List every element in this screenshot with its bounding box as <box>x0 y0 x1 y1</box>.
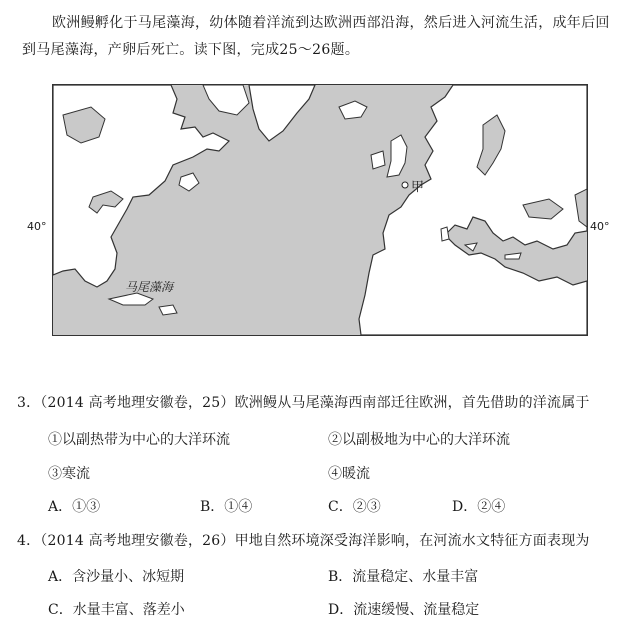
baffin-island <box>203 85 249 115</box>
hispaniola-island <box>159 305 177 315</box>
cuba-island <box>109 293 153 305</box>
crete-island <box>505 253 521 259</box>
question-3-option-a[interactable]: A．①③ <box>48 499 101 515</box>
question-3-option-d[interactable]: D．②④ <box>452 499 506 515</box>
question-4-option-c[interactable]: C．水量丰富、落差小 <box>48 602 185 618</box>
question-4-option-b[interactable]: B．流量稳定、水量丰富 <box>328 569 479 585</box>
latitude-label-right: 40° <box>590 220 610 233</box>
newfoundland-island <box>179 173 199 191</box>
question-3-stem: 3．（2014 高考地理安徽卷，25）欧洲鳗从马尾藻海西南部迁往欧洲，首先借助的洋流属于 <box>17 395 590 411</box>
intro-paragraph: 欧洲鳗孵化于马尾藻海，幼体随着洋流到达欧洲西部沿海，然后进入河流生活，成年后回到马尾藻海，产卵后死亡。读下图，完成25～26题。 <box>22 15 610 58</box>
great-britain-island <box>387 135 407 177</box>
ireland-island <box>371 151 385 169</box>
question-3-item-2: ②以副极地为中心的大洋环流 <box>328 432 510 448</box>
jia-label: 甲 <box>411 180 425 195</box>
question-3-item-1: ①以副热带为中心的大洋环流 <box>48 432 230 448</box>
question-3-item-4: ④暖流 <box>328 466 370 482</box>
sardinia-island <box>441 227 449 241</box>
question-3-option-b[interactable]: B．①④ <box>200 499 253 515</box>
greenland-landmass <box>249 85 315 141</box>
sicily-island <box>465 243 477 251</box>
question-4-option-d[interactable]: D．流速缓慢、流量稳定 <box>328 602 480 618</box>
question-3-option-c[interactable]: C．②③ <box>328 499 381 515</box>
sargasso-sea-label: 马尾藻海 <box>125 280 174 294</box>
question-4-option-a[interactable]: A．含沙量小、冰短期 <box>48 569 185 585</box>
jia-location-marker <box>402 182 408 188</box>
question-3-item-3: ③寒流 <box>48 466 90 482</box>
iceland-island <box>339 101 367 119</box>
atlantic-map <box>52 84 588 336</box>
question-4-stem: 4．（2014 高考地理安徽卷，26）甲地自然环境深受海洋影响，在河流水文特征方面表现为 <box>17 533 590 549</box>
latitude-label-left: 40° <box>27 220 47 233</box>
